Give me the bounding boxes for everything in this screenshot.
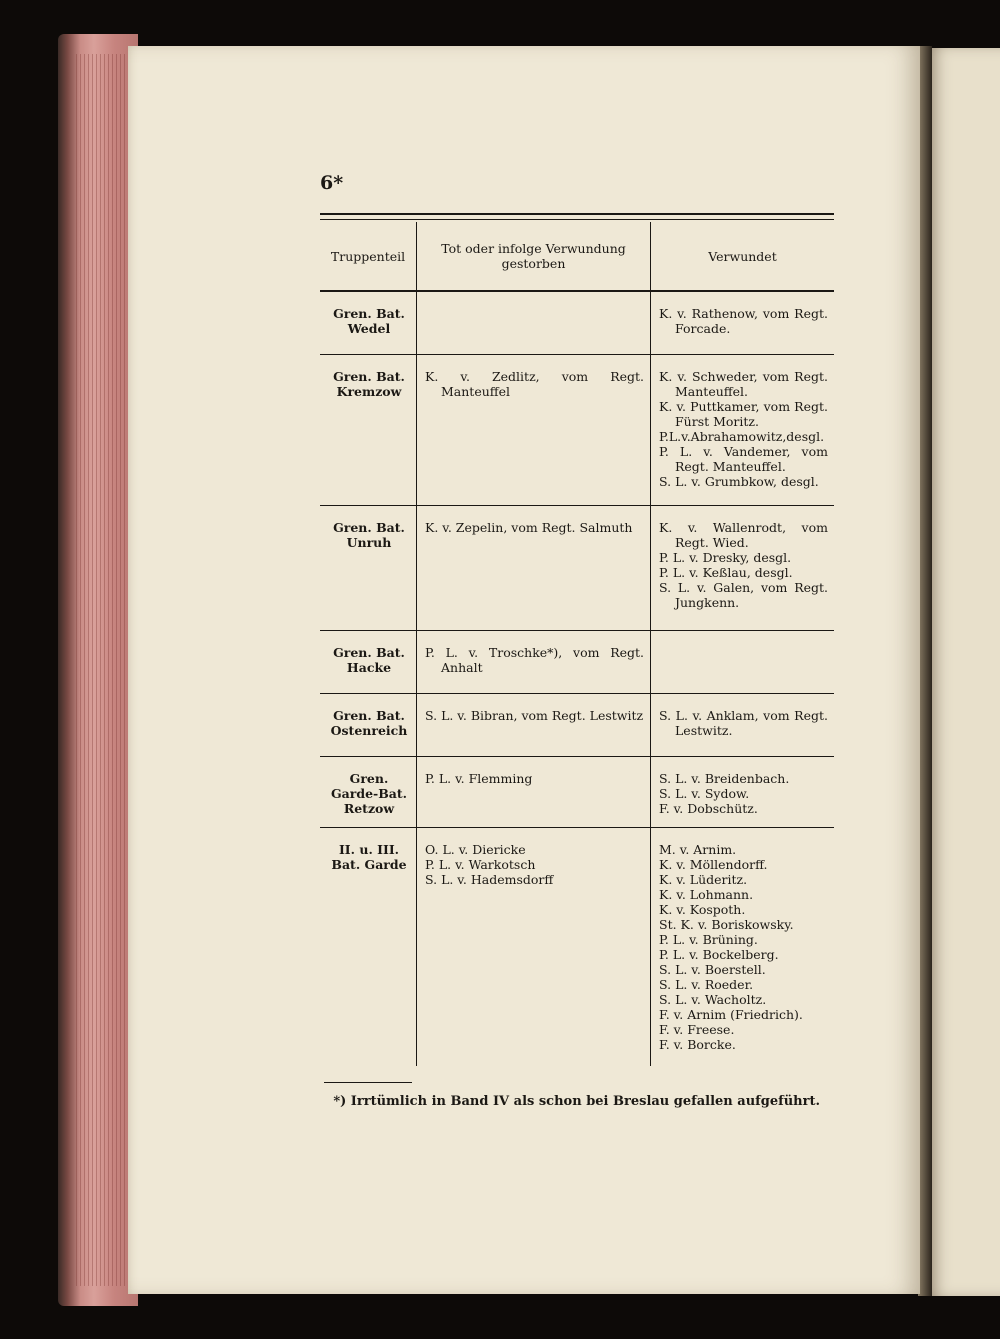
table-top-rule [320, 213, 834, 215]
cell-unit: Gren. Bat. Kremzow [333, 369, 405, 399]
header-unit: Truppenteil [330, 248, 406, 264]
table-body [320, 292, 834, 1066]
wounded-entry: K. v. Wallenrodt, vom Regt. Wied. [659, 520, 828, 550]
cell-unit: Gren. Garde-Bat. Retzow [330, 771, 408, 816]
dead-entry: S. L. v. Hademsdorff [425, 872, 554, 887]
wounded-entry: P.L.v.Abrahamowitz,desgl. [659, 429, 825, 444]
wounded-entry: S. L. v. Boerstell. [659, 962, 766, 977]
wounded-entry: K. v. Rathenow, vom Regt. Forcade. [659, 306, 828, 336]
cell-wounded [650, 506, 834, 630]
table-header [320, 222, 834, 292]
footnote-rule [324, 1082, 412, 1083]
cell-dead [416, 292, 650, 354]
wounded-entry: K. v. Puttkamer, vom Regt. Fürst Moritz. [659, 399, 828, 429]
book-page-edges [58, 34, 138, 1306]
wounded-entry: K. v. Kospoth. [659, 902, 746, 917]
wounded-entry: F. v. Arnim (Friedrich). [659, 1007, 803, 1022]
wounded-entry: K. v. Möllendorff. [659, 857, 768, 872]
cell-dead [416, 757, 650, 827]
wounded-entry: S. L. v. Galen, vom Regt. Jungkenn. [659, 580, 828, 610]
cell-wounded [650, 757, 834, 827]
dead-entry: P. L. v. Flemming [425, 771, 533, 786]
cell-wounded [650, 355, 834, 505]
table-row [320, 631, 834, 694]
cell-unit: Gren. Bat. Unruh [333, 520, 405, 550]
wounded-entry: F. v. Borcke. [659, 1037, 736, 1052]
casualty-table [320, 222, 834, 1066]
wounded-entry: M. v. Arnim. [659, 842, 737, 857]
cell-dead [416, 506, 650, 630]
table-row [320, 694, 834, 757]
cell-unit: Gren. Bat. Wedel [333, 306, 405, 336]
table-top-rule-thin [320, 219, 834, 220]
table-row [320, 506, 834, 631]
cell-wounded [650, 631, 834, 693]
header-dead: Tot oder infolge Verwundung gestorben [416, 222, 650, 290]
wounded-entry: S. L. v. Anklam, vom Regt. Lestwitz. [659, 708, 828, 738]
cell-dead [416, 355, 650, 505]
page-number: 6* [320, 172, 344, 194]
cell-dead [416, 828, 650, 1066]
wounded-entry: St. K. v. Boriskowsky. [659, 917, 794, 932]
wounded-entry: P. L. v. Brüning. [659, 932, 758, 947]
wounded-entry: F. v. Freese. [659, 1022, 735, 1037]
wounded-entry: P. L. v. Vandemer, vom Regt. Manteuffel. [659, 444, 828, 474]
dead-entry: S. L. v. Bibran, vom Regt. Lestwitz [425, 708, 644, 723]
facing-page [930, 48, 1000, 1296]
dead-entry: P. L. v. Troschke*), vom Regt. Anhalt [425, 645, 644, 675]
wounded-entry: S. L. v. Roeder. [659, 977, 754, 992]
cell-wounded [650, 694, 834, 756]
footnote: *) Irrtümlich in Band IV als schon bei Breslau gefallen aufgeführt. [333, 1094, 820, 1109]
table-row [320, 292, 834, 355]
dead-entry: K. v. Zedlitz, vom Regt. Manteuffel [425, 369, 644, 399]
dead-entry: K. v. Zepelin, vom Regt. Salmuth [425, 520, 633, 535]
table-row [320, 355, 834, 506]
header-wounded: Verwundet [650, 222, 834, 290]
wounded-entry: P. L. v. Dresky, desgl. [659, 550, 792, 565]
wounded-entry: F. v. Dobschütz. [659, 801, 758, 816]
table-row [320, 757, 834, 828]
table-row [320, 828, 834, 1066]
wounded-entry: S. L. v. Sydow. [659, 786, 750, 801]
cell-wounded [650, 828, 834, 1066]
cell-dead [416, 694, 650, 756]
wounded-entry: K. v. Lüderitz. [659, 872, 748, 887]
book-gutter [918, 46, 932, 1296]
wounded-entry: S. L. v. Wacholtz. [659, 992, 767, 1007]
cell-wounded [650, 292, 834, 354]
dead-entry: P. L. v. Warkotsch [425, 857, 536, 872]
cell-unit: II. u. III. Bat. Garde [331, 842, 407, 872]
cell-unit: Gren. Bat. Hacke [333, 645, 405, 675]
wounded-entry: P. L. v. Bockelberg. [659, 947, 779, 962]
cell-dead [416, 631, 650, 693]
wounded-entry: S. L. v. Grumbkow, desgl. [659, 474, 819, 489]
wounded-entry: S. L. v. Breidenbach. [659, 771, 790, 786]
cell-unit: Gren. Bat. Ostenreich [330, 708, 408, 738]
dead-entry: O. L. v. Diericke [425, 842, 526, 857]
wounded-entry: K. v. Lohmann. [659, 887, 754, 902]
wounded-entry: K. v. Schweder, vom Regt. Manteuffel. [659, 369, 828, 399]
wounded-entry: P. L. v. Keßlau, desgl. [659, 565, 793, 580]
